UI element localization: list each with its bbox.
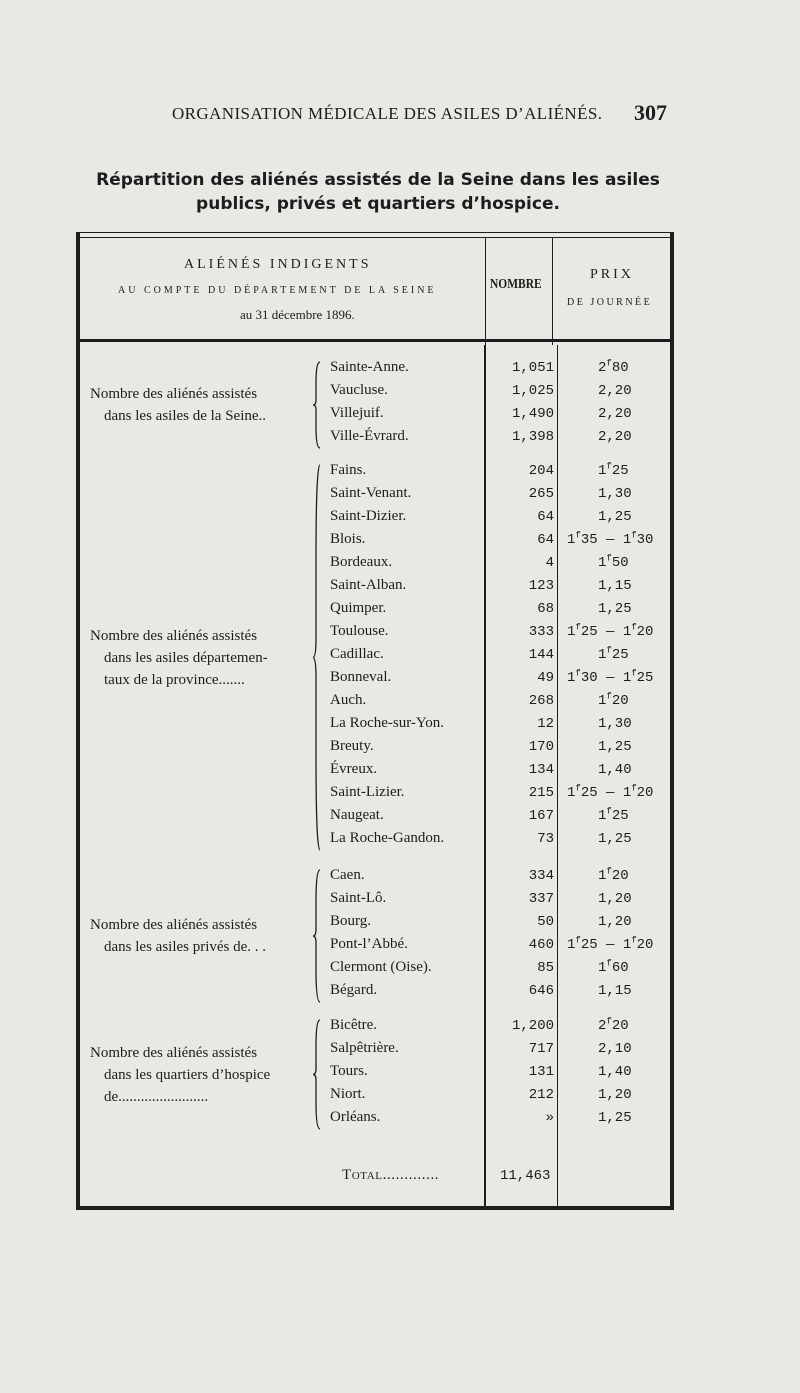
- daily-price: 1,25: [598, 509, 632, 525]
- asylum-name: Ville-Évrard.: [330, 428, 409, 444]
- header-col1-line2: AU COMPTE DU DÉPARTEMENT DE LA SEINE: [118, 285, 437, 296]
- group-brace: [312, 869, 324, 1007]
- patient-count: 265: [528, 486, 554, 502]
- daily-price: 1$^f$60: [598, 958, 629, 976]
- patient-count: 50: [537, 914, 554, 930]
- daily-price: 1,20: [598, 914, 632, 930]
- asylum-name: Bégard.: [330, 982, 378, 998]
- group-label-line: dans les quartiers d’hospice: [104, 1066, 271, 1083]
- patient-count: 333: [528, 624, 554, 640]
- patient-count: 1,025: [511, 383, 554, 399]
- group-label-line: Nombre des aliénés assistés: [90, 1044, 258, 1061]
- patient-count: 646: [528, 983, 554, 999]
- group-label-line: taux de la province.......: [104, 671, 245, 688]
- column-rule-1: [485, 237, 486, 345]
- daily-price: 1,25: [598, 1110, 632, 1126]
- patient-count: 73: [537, 831, 554, 847]
- patient-count: 215: [528, 785, 554, 801]
- daily-price: 2$^f$20: [598, 1016, 629, 1034]
- group-label-line: de........................: [104, 1088, 209, 1105]
- group-brace: [312, 1019, 324, 1134]
- patient-count: 1,398: [511, 429, 554, 445]
- patient-count: 167: [528, 808, 554, 824]
- statistics-table: [76, 232, 674, 1210]
- daily-price: 1$^f$25 — 1$^f$20: [567, 783, 654, 801]
- asylum-name: Orléans.: [330, 1109, 381, 1125]
- patient-count: 85: [537, 960, 554, 976]
- asylum-name: Clermont (Oise).: [330, 959, 432, 975]
- patient-count: 1,051: [511, 360, 554, 376]
- patient-count: 334: [528, 868, 554, 884]
- patient-count: »: [545, 1110, 554, 1126]
- daily-price: 1$^f$25: [598, 806, 629, 824]
- asylum-name: Auch.: [330, 692, 367, 708]
- asylum-name: Bordeaux.: [330, 554, 393, 570]
- asylum-name: Bourg.: [330, 913, 371, 929]
- caption-line-2: publics, privés et quartiers d’hospice.: [196, 194, 560, 214]
- asylum-name: Quimper.: [330, 600, 387, 616]
- group-brace: [312, 361, 324, 453]
- patient-count: 4: [545, 555, 554, 571]
- table-caption: [88, 168, 668, 216]
- total-label: Total.............: [342, 1167, 440, 1183]
- asylum-name: Vaucluse.: [330, 382, 388, 398]
- patient-count: 144: [528, 647, 554, 663]
- asylum-name: Bonneval.: [330, 669, 392, 685]
- asylum-name: Villejuif.: [330, 405, 384, 421]
- group-brace: [312, 464, 324, 855]
- daily-price: 1,30: [598, 716, 632, 732]
- total-count: 11,463: [500, 1168, 551, 1184]
- top-inner-rule: [80, 237, 670, 238]
- daily-price: 2,20: [598, 406, 632, 422]
- patient-count: 64: [537, 509, 554, 525]
- daily-price: 1$^f$25: [598, 645, 629, 663]
- header-col1-line3: au 31 décembre 1896.: [240, 307, 355, 322]
- daily-price: 1$^f$25 — 1$^f$20: [567, 622, 654, 640]
- daily-price: 2$^f$80: [598, 358, 629, 376]
- daily-price: 1$^f$20: [598, 691, 629, 709]
- patient-count: 268: [528, 693, 554, 709]
- asylum-name: Saint-Alban.: [330, 577, 407, 593]
- asylum-name: Caen.: [330, 867, 365, 883]
- daily-price: 1$^f$50: [598, 553, 629, 571]
- daily-price: 1$^f$30 — 1$^f$25: [567, 668, 654, 686]
- asylum-name: Pont-l’Abbé.: [330, 936, 408, 952]
- header-col3-line2: DE JOURNÉE: [567, 297, 653, 308]
- asylum-name: Tours.: [330, 1063, 368, 1079]
- header-col3-line1: PRIX: [590, 267, 634, 282]
- running-title: ORGANISATION MÉDICALE DES ASILES D’ALIÉNÉS.: [172, 104, 603, 123]
- daily-price: 2,10: [598, 1041, 632, 1057]
- group-label-line: dans les asiles privés de. . .: [104, 939, 267, 955]
- daily-price: 1,25: [598, 601, 632, 617]
- daily-price: 1$^f$25: [598, 461, 629, 479]
- asylum-name: Bicêtre.: [330, 1017, 378, 1033]
- group-label-line: dans les asiles de la Seine..: [104, 408, 267, 424]
- group-label-line: Nombre des aliénés assistés: [90, 386, 258, 402]
- asylum-name: Sainte-Anne.: [330, 359, 409, 375]
- patient-count: 134: [528, 762, 554, 778]
- asylum-name: La Roche-sur-Yon.: [330, 715, 444, 731]
- daily-price: 1,40: [598, 1064, 632, 1080]
- patient-count: 68: [537, 601, 554, 617]
- group-label-line: Nombre des aliénés assistés: [90, 917, 258, 933]
- column-rule-2: [552, 237, 553, 345]
- asylum-name: Cadillac.: [330, 646, 384, 662]
- column-rule-1-body: [484, 345, 486, 1207]
- asylum-name: Breuty.: [330, 738, 374, 754]
- asylum-name: Fains.: [330, 462, 367, 478]
- daily-price: 1$^f$25 — 1$^f$20: [567, 935, 654, 953]
- patient-count: 337: [528, 891, 554, 907]
- patient-count: 212: [528, 1087, 554, 1103]
- daily-price: 1,25: [598, 739, 632, 755]
- running-header: [172, 100, 672, 130]
- asylum-name: Blois.: [330, 531, 366, 547]
- asylum-name: Saint-Dizier.: [330, 508, 407, 524]
- daily-price: 1,40: [598, 762, 632, 778]
- patient-count: 12: [537, 716, 554, 732]
- header-col2: NOMBRE: [490, 277, 542, 292]
- patient-count: 170: [528, 739, 554, 755]
- page-number: 307: [634, 100, 667, 125]
- daily-price: 2,20: [598, 383, 632, 399]
- daily-price: 2,20: [598, 429, 632, 445]
- asylum-name: Salpêtrière.: [330, 1040, 399, 1056]
- daily-price: 1,20: [598, 891, 632, 907]
- daily-price: 1,15: [598, 578, 632, 594]
- header-underline: [80, 339, 670, 342]
- patient-count: 717: [528, 1041, 554, 1057]
- asylum-name: La Roche-Gandon.: [330, 830, 445, 846]
- daily-price: 1,15: [598, 983, 632, 999]
- asylum-name: Saint-Lizier.: [330, 784, 405, 800]
- asylum-name: Toulouse.: [330, 623, 389, 639]
- daily-price: 1$^f$35 — 1$^f$30: [567, 530, 654, 548]
- asylum-name: Saint-Lô.: [330, 890, 387, 906]
- daily-price: 1$^f$20: [598, 866, 629, 884]
- asylum-name: Naugeat.: [330, 807, 384, 823]
- patient-count: 1,200: [511, 1018, 554, 1034]
- asylum-name: Niort.: [330, 1086, 366, 1102]
- daily-price: 1,20: [598, 1087, 632, 1103]
- patient-count: 460: [528, 937, 554, 953]
- caption-line-1: Répartition des aliénés assistés de la Seine dans les asiles: [96, 170, 660, 190]
- column-rule-2-body: [557, 345, 558, 1207]
- daily-price: 1,30: [598, 486, 632, 502]
- patient-count: 123: [528, 578, 554, 594]
- asylum-name: Saint-Venant.: [330, 485, 412, 501]
- patient-count: 49: [537, 670, 554, 686]
- daily-price: 1,25: [598, 831, 632, 847]
- group-label-line: dans les asiles départemen-: [104, 649, 268, 666]
- patient-count: 1,490: [511, 406, 554, 422]
- header-col1-line1: ALIÉNÉS INDIGENTS: [184, 257, 372, 272]
- group-label-line: Nombre des aliénés assistés: [90, 627, 258, 644]
- patient-count: 204: [528, 463, 554, 479]
- asylum-name: Évreux.: [330, 761, 378, 777]
- patient-count: 131: [528, 1064, 554, 1080]
- patient-count: 64: [537, 532, 554, 548]
